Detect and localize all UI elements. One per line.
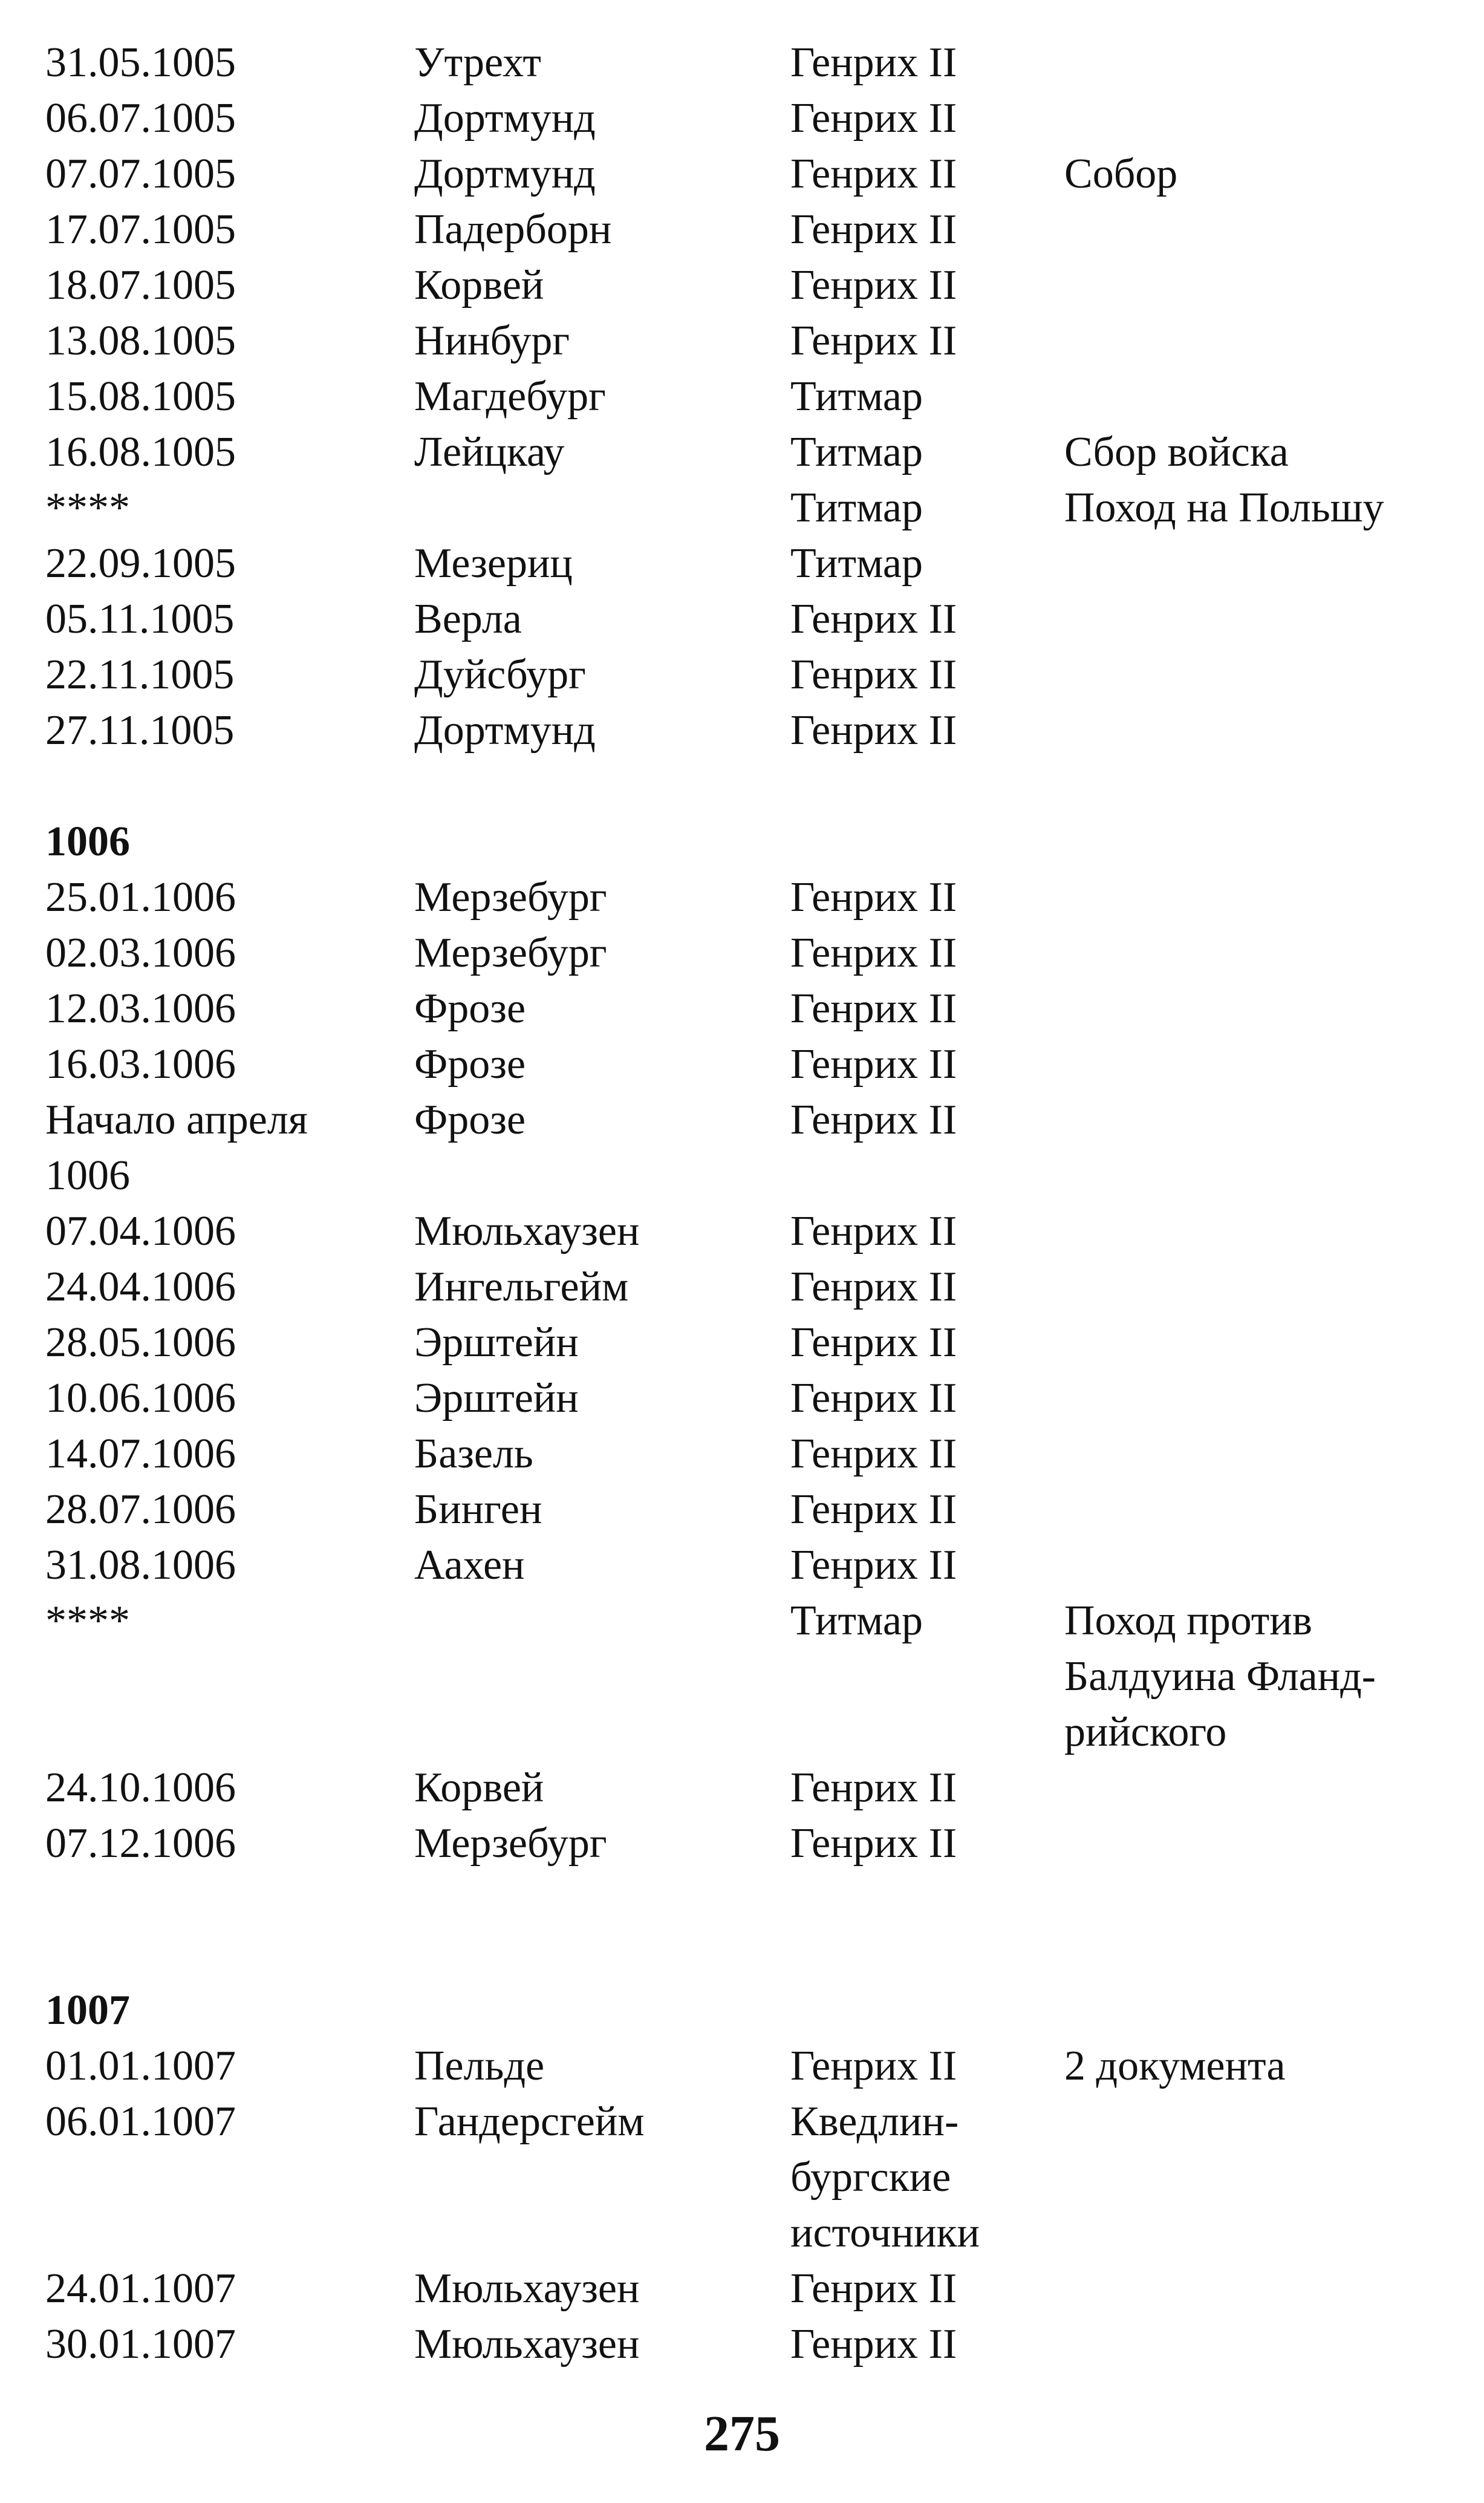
cell-source: Генрих II (790, 206, 957, 253)
section-spacer (45, 1872, 1442, 1983)
cell-note (1064, 2317, 1442, 2372)
cell-date: 22.11.1005 (45, 651, 235, 698)
cell-place (414, 480, 790, 536)
cell-date: 31.08.1006 (45, 1542, 236, 1588)
itinerary-row (45, 2038, 1442, 2094)
cell-source: Генрих II (790, 1542, 957, 1588)
cell-date: Начало апреля 1006 (45, 1097, 308, 1199)
itinerary-table (45, 35, 1442, 2372)
itinerary-row (45, 369, 1442, 425)
cell-note (1064, 313, 1442, 369)
cell-place: Верла (414, 596, 522, 642)
cell-note (1064, 2261, 1442, 2317)
itinerary-row (45, 536, 1442, 592)
cell-place: Дуйсбург (414, 651, 586, 698)
cell-place: Мерзебург (414, 874, 607, 921)
cell-note (1064, 202, 1442, 258)
itinerary-row (45, 480, 1442, 536)
cell-place: Эрштейн (414, 1319, 579, 1366)
cell-date: 30.01.1007 (45, 2321, 236, 2368)
itinerary-row (45, 592, 1442, 647)
cell-note (1064, 1092, 1442, 1204)
cell-note: Собор (1064, 151, 1178, 197)
cell-date: 16.03.1006 (45, 1041, 236, 1088)
cell-source: Генрих II (790, 2265, 957, 2312)
section-1005 (45, 35, 1442, 759)
cell-place: Фрозе (414, 985, 526, 1032)
cell-source: Генрих II (790, 1041, 957, 1088)
cell-source: Генрих II (790, 1375, 957, 1421)
cell-source: Титмар (790, 540, 923, 587)
cell-source: Генрих II (790, 1208, 957, 1255)
cell-source: Генрих II (790, 651, 957, 698)
itinerary-row (45, 1037, 1442, 1092)
cell-place: Корвей (414, 262, 544, 308)
itinerary-row (45, 146, 1442, 202)
year-heading-1006: 1006 (45, 818, 130, 865)
cell-note (1064, 592, 1442, 647)
itinerary-row (45, 1482, 1442, 1538)
cell-place: Мюльхаузен (414, 2265, 640, 2312)
cell-source: Генрих II (790, 1097, 957, 1143)
itinerary-row (45, 2317, 1442, 2372)
itinerary-row (45, 91, 1442, 146)
cell-date: 07.12.1006 (45, 1820, 236, 1867)
itinerary-row (45, 870, 1442, 925)
cell-date: 24.01.1007 (45, 2265, 236, 2312)
cell-place: Пельде (414, 2043, 545, 2089)
cell-note (1064, 258, 1442, 313)
cell-place: Гандерсгейм (414, 2098, 645, 2145)
cell-place: Дортмунд (414, 95, 596, 142)
cell-date: 13.08.1005 (45, 318, 236, 364)
cell-note (1064, 536, 1442, 592)
cell-date: 16.08.1005 (45, 429, 236, 475)
cell-note: Сбор войска (1064, 429, 1289, 475)
cell-place: Мюльхаузен (414, 1208, 640, 1255)
cell-note (1064, 1371, 1442, 1426)
cell-place: Эрштейн (414, 1375, 579, 1421)
cell-source: Титмар (790, 429, 923, 475)
cell-source: Генрих II (790, 1264, 957, 1310)
cell-date: 14.07.1006 (45, 1431, 236, 1477)
year-heading-1007: 1007 (45, 1987, 130, 2034)
cell-date: 28.07.1006 (45, 1486, 236, 1533)
cell-source: Генрих II (790, 2321, 957, 2368)
cell-place: Утрехт (414, 39, 541, 86)
section-1006 (45, 870, 1442, 1872)
cell-place: Бинген (414, 1486, 542, 1533)
cell-source: Генрих II (790, 874, 957, 921)
itinerary-row (45, 258, 1442, 313)
cell-date: **** (45, 485, 130, 531)
cell-place: Ингельгейм (414, 1264, 629, 1310)
cell-date: 17.07.1005 (45, 206, 236, 253)
page-number: 275 (704, 2406, 780, 2462)
itinerary-row (45, 1760, 1442, 1816)
cell-note (1064, 1482, 1442, 1538)
itinerary-row (45, 647, 1442, 703)
cell-place: Нинбург (414, 318, 570, 364)
cell-source: Кведлин- бургские источники (790, 2098, 980, 2256)
cell-source: Титмар (790, 1597, 923, 1644)
cell-note (1064, 870, 1442, 925)
cell-place: Дортмунд (414, 707, 596, 754)
itinerary-row (45, 425, 1442, 480)
itinerary-row (45, 1204, 1442, 1259)
cell-note (1064, 1259, 1442, 1315)
section-1007 (45, 2038, 1442, 2372)
cell-note: Поход против Балдуина Фланд- рийского (1064, 1597, 1376, 1755)
cell-date: 15.08.1005 (45, 373, 236, 420)
cell-note (1064, 2094, 1442, 2261)
cell-source: Генрих II (790, 39, 957, 86)
itinerary-row (45, 1426, 1442, 1482)
itinerary-row (45, 981, 1442, 1037)
itinerary-row (45, 202, 1442, 258)
cell-place: Базель (414, 1431, 533, 1477)
cell-date: 12.03.1006 (45, 985, 236, 1032)
cell-place: Дортмунд (414, 151, 596, 197)
cell-source: Генрих II (790, 262, 957, 308)
cell-note (1064, 369, 1442, 425)
cell-date: 28.05.1006 (45, 1319, 236, 1366)
cell-note (1064, 703, 1442, 759)
cell-date: 06.01.1007 (45, 2098, 236, 2145)
cell-source: Генрих II (790, 318, 957, 364)
cell-place: Фрозе (414, 1041, 526, 1088)
itinerary-row (45, 703, 1442, 759)
cell-note (1064, 1426, 1442, 1482)
cell-note (1064, 647, 1442, 703)
cell-source: Титмар (790, 485, 923, 531)
cell-date: 27.11.1005 (45, 707, 235, 754)
cell-place: Мерзебург (414, 1820, 607, 1867)
cell-place: Лейцкау (414, 429, 565, 475)
cell-note (1064, 91, 1442, 146)
cell-date: 25.01.1006 (45, 874, 236, 921)
cell-date: 05.11.1005 (45, 596, 235, 642)
cell-date: 31.05.1005 (45, 39, 236, 86)
cell-note (1064, 1538, 1442, 1593)
cell-note (1064, 981, 1442, 1037)
cell-note (1064, 925, 1442, 981)
cell-place: Корвей (414, 1764, 544, 1811)
cell-note: Поход на Польшу (1064, 485, 1384, 531)
cell-date: 24.10.1006 (45, 1764, 236, 1811)
itinerary-row (45, 1315, 1442, 1371)
cell-place: Мюльхаузен (414, 2321, 640, 2368)
cell-date: 01.01.1007 (45, 2043, 236, 2089)
cell-source: Генрих II (790, 151, 957, 197)
cell-source: Генрих II (790, 1431, 957, 1477)
cell-date: 07.04.1006 (45, 1208, 236, 1255)
cell-source: Генрих II (790, 1486, 957, 1533)
cell-place: Мезериц (414, 540, 573, 587)
cell-note (1064, 1037, 1442, 1092)
cell-place (414, 1593, 790, 1760)
cell-source: Генрих II (790, 596, 957, 642)
cell-place: Фрозе (414, 1097, 526, 1143)
cell-place: Падерборн (414, 206, 612, 253)
cell-note (1064, 1315, 1442, 1371)
itinerary-row (45, 1092, 1442, 1204)
cell-date: 06.07.1005 (45, 95, 236, 142)
cell-note (1064, 1204, 1442, 1259)
cell-place: Аахен (414, 1542, 525, 1588)
cell-source: Генрих II (790, 930, 957, 976)
itinerary-row (45, 1593, 1442, 1760)
cell-date: 02.03.1006 (45, 930, 236, 976)
cell-source: Генрих II (790, 985, 957, 1032)
itinerary-row (45, 925, 1442, 981)
itinerary-row (45, 1538, 1442, 1593)
cell-date: 07.07.1005 (45, 151, 236, 197)
cell-source: Титмар (790, 373, 923, 420)
itinerary-row (45, 1259, 1442, 1315)
cell-note (1064, 35, 1442, 91)
section-spacer (45, 759, 1442, 814)
itinerary-row (45, 35, 1442, 91)
cell-note (1064, 1760, 1442, 1816)
cell-source: Генрих II (790, 707, 957, 754)
cell-source: Генрих II (790, 1764, 957, 1811)
cell-date: 18.07.1005 (45, 262, 236, 308)
itinerary-row (45, 2094, 1442, 2261)
itinerary-row (45, 313, 1442, 369)
cell-source: Генрих II (790, 95, 957, 142)
cell-note (1064, 1816, 1442, 1872)
cell-date: 10.06.1006 (45, 1375, 236, 1421)
cell-place: Мерзебург (414, 930, 607, 976)
cell-note: 2 документа (1064, 2043, 1286, 2089)
cell-date: 22.09.1005 (45, 540, 236, 587)
cell-date: **** (45, 1597, 130, 1644)
cell-date: 24.04.1006 (45, 1264, 236, 1310)
itinerary-row (45, 2261, 1442, 2317)
cell-source: Генрих II (790, 1319, 957, 1366)
itinerary-row (45, 1371, 1442, 1426)
cell-source: Генрих II (790, 1820, 957, 1867)
itinerary-row (45, 1816, 1442, 1872)
cell-source: Генрих II (790, 2043, 957, 2089)
cell-place: Магдебург (414, 373, 606, 420)
